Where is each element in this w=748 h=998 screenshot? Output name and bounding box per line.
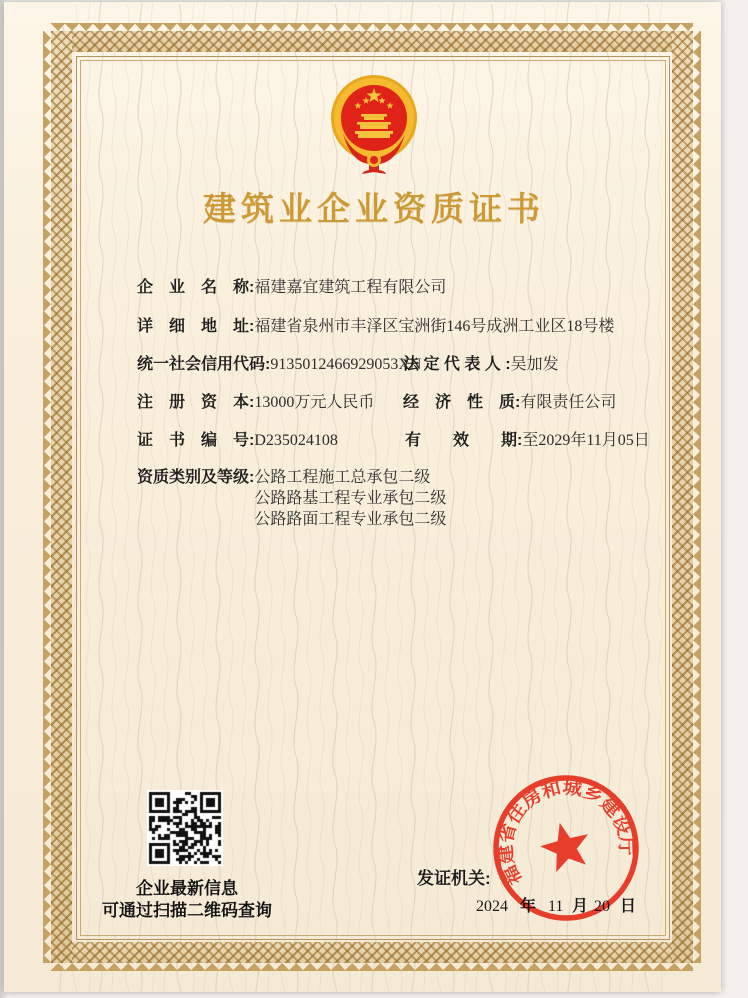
- issue-month: 11: [548, 898, 564, 915]
- qr-caption: [62, 878, 312, 922]
- issue-day-unit: 日: [620, 898, 637, 915]
- seal-text: 福建省住房和城乡建设厅: [495, 777, 637, 889]
- field-valid-until: [405, 427, 650, 450]
- qr-code: [147, 790, 223, 866]
- certificate-no-value: D235024108: [254, 432, 338, 449]
- address-label: 详 细 地 址:: [137, 318, 255, 335]
- issue-month-unit: 月: [572, 898, 589, 915]
- address-value: 福建省泉州市丰泽区宝洲街146号成洲工业区18号楼: [254, 318, 615, 335]
- issue-day: 20: [594, 898, 610, 915]
- field-credit-code: [137, 351, 421, 374]
- issue-year-unit: 年: [520, 898, 537, 915]
- registered-capital-value: 13000万元人民币: [254, 394, 375, 411]
- field-qualification: [137, 467, 446, 530]
- certificate-title: 建筑业企业资质证书: [203, 190, 545, 227]
- legal-rep-label: 法 定 代 表 人 :: [403, 356, 511, 373]
- credit-code-label: 统一社会信用代码:: [137, 356, 271, 373]
- official-seal: [480, 762, 652, 934]
- economic-nature-label: 经 济 性 质:: [403, 394, 521, 411]
- legal-rep-value: 吴加发: [510, 356, 559, 373]
- qualification-line: 公路路面工程专业承包二级: [254, 511, 447, 528]
- company-name-label: 企 业 名 称:: [137, 279, 255, 296]
- company-name-value: 福建嘉宜建筑工程有限公司: [254, 279, 447, 296]
- qualification-label: 资质类别及等级:: [137, 469, 255, 486]
- qualification-line: 公路路基工程专业承包二级: [254, 490, 447, 507]
- issuer-label: 发证机关:: [417, 869, 491, 888]
- field-certificate-no: [137, 427, 338, 450]
- credit-code-value: 9135012466929053XN: [270, 356, 422, 373]
- qualification-values: [254, 467, 446, 530]
- qualification-line: 公路工程施工总承包二级: [254, 469, 431, 486]
- valid-until-value: 至2029年11月05日: [522, 432, 650, 449]
- qr-caption-line1: 企业最新信息: [136, 879, 238, 898]
- field-legal-rep: [403, 351, 559, 374]
- valid-until-label: 有 效 期:: [405, 432, 523, 449]
- registered-capital-label: 注 册 资 本:: [137, 394, 255, 411]
- field-economic-nature: [403, 389, 616, 412]
- qr-caption-line2: 可通过扫描二维码查询: [102, 901, 272, 920]
- field-registered-capital: [137, 389, 374, 412]
- economic-nature-value: 有限责任公司: [520, 394, 617, 411]
- field-address: [137, 313, 614, 336]
- certificate-no-label: 证 书 编 号:: [137, 432, 255, 449]
- field-company-name: [137, 274, 446, 297]
- national-emblem-icon: [329, 72, 419, 176]
- issue-year: 2024: [476, 898, 508, 915]
